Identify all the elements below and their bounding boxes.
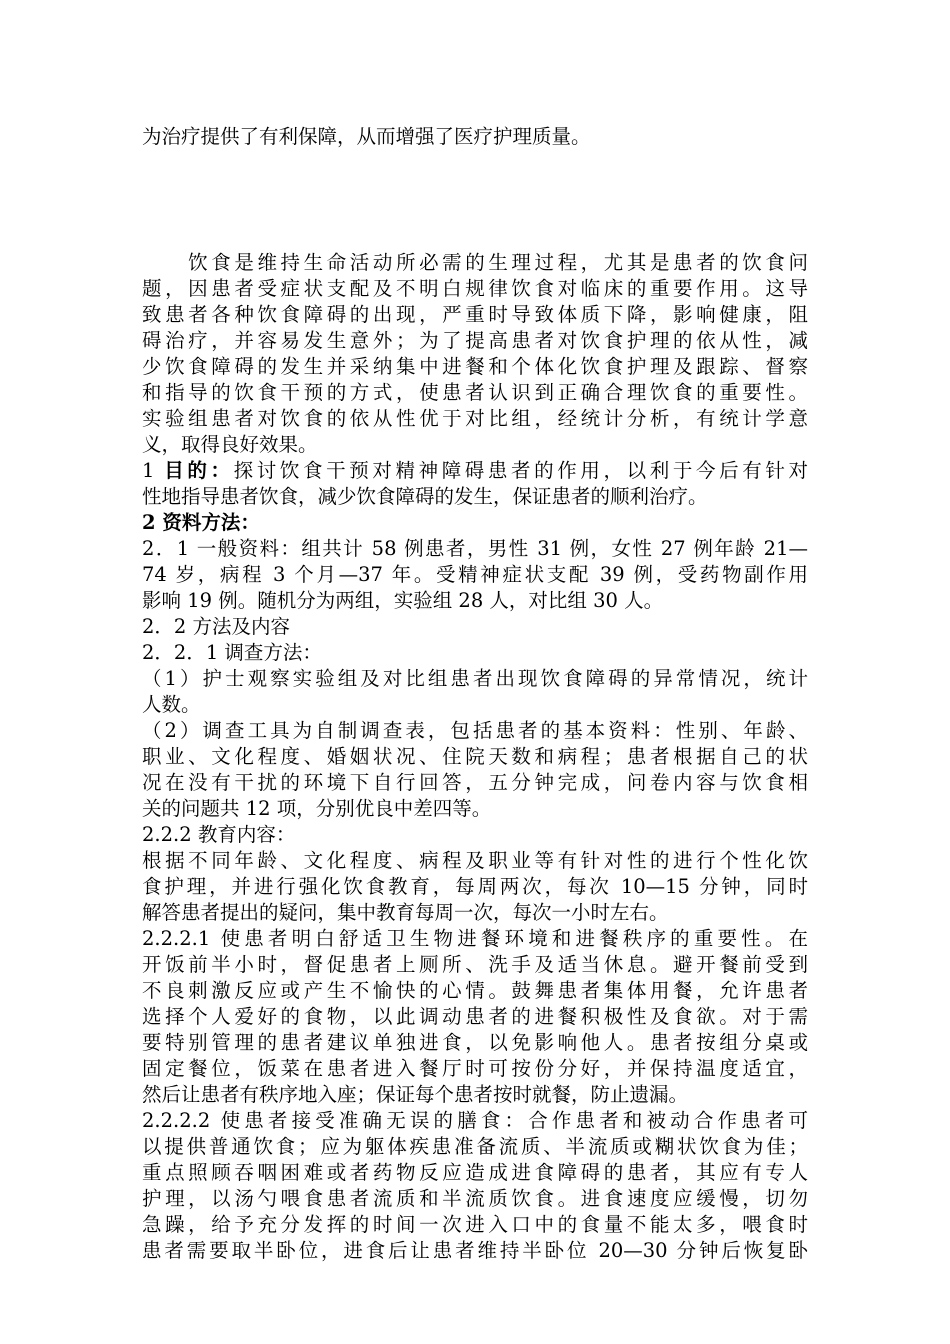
purpose-paragraph — [142, 458, 808, 484]
section-2222-line: 护理，以汤勺喂食患者流质和半流质饮食。进食速度应缓慢，切勿 — [142, 1187, 808, 1210]
purpose-text: 探讨饮食干预对精神障碍患者的作用，以利于今后有针对 — [233, 459, 808, 482]
education-line: 根据不同年龄、文化程度、病程及职业等有针对性的进行个性化饮 — [142, 849, 808, 872]
survey-item-line: （2）调查工具为自制调查表，包括患者的基本资料：性别、年龄、 — [142, 719, 808, 742]
abstract-line: 致患者各种饮食障碍的出现，严重时导致体质下降，影响健康，阻 — [142, 303, 808, 326]
education-line: 食护理，并进行强化饮食教育，每周两次，每次 10—15 分钟，同时 — [142, 875, 808, 898]
section-2221-line: 然后让患者有秩序地入座；保证每个患者按时就餐，防止遗漏。 — [142, 1083, 689, 1106]
method-content-heading: 2．2 方法及内容 — [142, 615, 291, 638]
section-2221-line: 固定餐位，饭菜在患者进入餐厅时可按份分好，并保持温度适宜， — [142, 1057, 808, 1080]
general-info-line: 2．1 一般资料：组共计 58 例患者，男性 31 例，女性 27 例年龄 21— — [142, 537, 808, 560]
section-2222-line: 2.2.2.2 使患者接受准确无误的膳食：合作患者和被动合作患者可 — [142, 1109, 808, 1132]
abstract-line: 实验组患者对饮食的依从性优于对比组，经统计分析，有统计学意 — [142, 407, 808, 430]
survey-item-line: 关的问题共 12 项，分别优良中差四等。 — [142, 797, 492, 820]
methods-heading: 2 资料方法： — [142, 511, 260, 534]
purpose-number: 1 — [142, 459, 165, 482]
section-2222-line: 重点照顾吞咽困难或者药物反应造成进食障碍的患者，其应有专人 — [142, 1161, 808, 1184]
purpose-label: 目的： — [164, 459, 234, 482]
abstract-line: 碍治疗，并容易发生意外；为了提高患者对饮食护理的依从性，减 — [142, 329, 808, 352]
abstract-line: 义，取得良好效果。 — [142, 433, 318, 456]
abstract-line: 题，因患者受症状支配及不明白规律饮食对临床的重要作用。这导 — [142, 277, 808, 300]
abstract-line: 和指导的饮食干预的方式，使患者认识到正确合理饮食的重要性。 — [142, 381, 808, 404]
general-info-line: 74 岁，病程 3 个月—37 年。受精神症状支配 39 例，受药物副作用 — [142, 563, 808, 586]
education-line: 解答患者提出的疑问，集中教育每周一次，每次一小时左右。 — [142, 901, 669, 924]
section-2222-line: 以提供普通饮食；应为躯体疾患准备流质、半流质或糊状饮食为佳； — [142, 1135, 808, 1158]
education-heading: 2.2.2 教育内容： — [142, 823, 296, 846]
section-2222-line: 急躁，给予充分发挥的时间一次进入口中的食量不能太多，喂食时 — [142, 1213, 808, 1236]
abstract-line: 少饮食障碍的发生并采纳集中进餐和个体化饮食护理及跟踪、督察 — [142, 355, 808, 378]
section-2221-line: 2.2.2.1 使患者明白舒适卫生物进餐环境和进餐秩序的重要性。在 — [142, 927, 808, 950]
survey-item-line: （1）护士观察实验组及对比组患者出现饮食障碍的异常情况，统计 — [142, 667, 808, 690]
section-2222-line: 患者需要取半卧位，进食后让患者维持半卧位 20—30 分钟后恢复卧 — [142, 1239, 808, 1262]
general-info-line: 影响 19 例。随机分为两组，实验组 28 人，对比组 30 人。 — [142, 589, 664, 612]
abstract-line: 饮食是维持生命活动所必需的生理过程，尤其是患者的饮食问 — [142, 251, 808, 274]
intro-line: 为治疗提供了有利保障，从而增强了医疗护理质量。 — [142, 125, 591, 148]
survey-item-line: 人数。 — [142, 693, 201, 716]
section-2221-line: 选择个人爱好的食物，以此调动患者的进餐积极性及食欲。对于需 — [142, 1005, 808, 1028]
survey-heading: 2．2．1 调查方法： — [142, 641, 322, 664]
section-2221-line: 不良刺激反应或产生不愉快的心情。鼓舞患者集体用餐，允许患者 — [142, 979, 808, 1002]
survey-item-line: 职业、文化程度、婚姻状况、住院天数和病程；患者根据自己的状 — [142, 745, 808, 768]
survey-item-line: 况在没有干扰的环境下自行回答，五分钟完成，问卷内容与饮食相 — [142, 771, 808, 794]
purpose-line: 性地指导患者饮食，减少饮食障碍的发生，保证患者的顺利治疗。 — [142, 485, 708, 508]
section-2221-line: 要特别管理的患者建议单独进食，以免影响他人。患者按组分桌或 — [142, 1031, 808, 1054]
section-2221-line: 开饭前半小时，督促患者上厕所、洗手及适当休息。避开餐前受到 — [142, 953, 808, 976]
